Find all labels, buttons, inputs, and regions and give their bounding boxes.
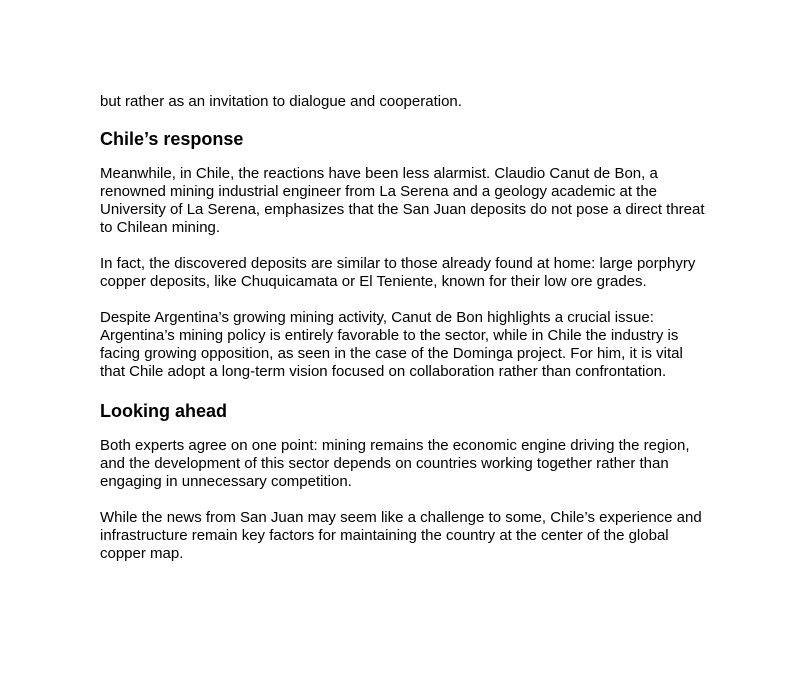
section-chiles-response xyxy=(100,128,710,381)
section-heading: Chile’s response xyxy=(100,129,244,149)
paragraph: Despite Argentina’s growing mining activity, Canut de Bon highlights a crucial issue: Argentina’s mining policy is entirely favorable to the sector, while in Chile the industry is facing growing opposition, as seen in the case of the Dominga project. For him, it is vital that Chile adopt a long-term vision focused on collaboration rather than confrontation. xyxy=(100,309,683,380)
paragraph: Both experts agree on one point: mining remains the economic engine driving the region, and the development of this sector depends on countries working together rather than engaging in unnecessary competition. xyxy=(100,437,690,490)
section-looking-ahead xyxy=(100,400,710,563)
article-body xyxy=(100,93,710,563)
paragraph: Meanwhile, in Chile, the reactions have been less alarmist. Claudio Canut de Bon, a renowned mining industrial engineer from La Serena and a geology academic at the University of La Serena, emphasizes that the San Juan deposits do not pose a direct threat to Chilean mining. xyxy=(100,165,705,236)
paragraph: While the news from San Juan may seem like a challenge to some, Chile’s experience and infrastructure remain key factors for maintaining the country at the center of the global copper map. xyxy=(100,509,702,562)
section-heading: Looking ahead xyxy=(100,401,228,421)
intro-fragment: but rather as an invitation to dialogue and cooperation. xyxy=(100,93,462,110)
paragraph: In fact, the discovered deposits are similar to those already found at home: large porphyry copper deposits, like Chuquicamata or El Teniente, known for their low ore grades. xyxy=(100,255,696,290)
